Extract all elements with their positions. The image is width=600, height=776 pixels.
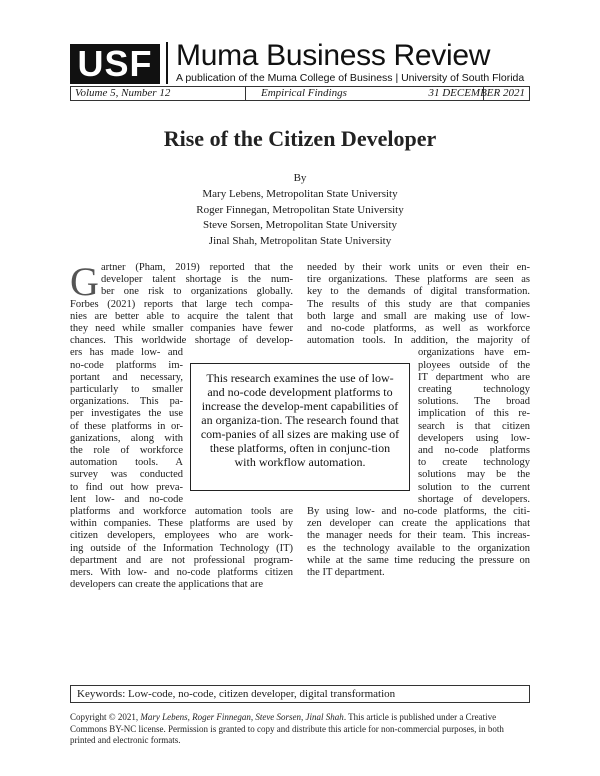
text-line: developers using low- bbox=[418, 432, 530, 444]
text-line: solutions may be the bbox=[418, 469, 530, 481]
text-line: developers can create the applications that are bbox=[70, 579, 263, 591]
text-line: and no-code platforms bbox=[418, 445, 530, 456]
pull-quote-text: This research examines the use of low- and no-code development platforms to increase the develop-ment capabilities of an organiza-tion. The research found that com-panies of all sizes are making use of these platforms, often in conjunc-tion with workflow automation. bbox=[200, 371, 400, 469]
text-line: ber one risk to organizations globally. bbox=[101, 286, 293, 298]
text-line: department and are not professional program- bbox=[70, 554, 293, 566]
text-line: they need while smaller companies have fewer bbox=[70, 323, 293, 334]
text-line: ers has made low- and bbox=[70, 347, 183, 359]
author-1: Mary Lebens, Metropolitan State University bbox=[202, 188, 398, 200]
text-line: es the technology available to the organization bbox=[307, 542, 530, 554]
issue-meta-bar bbox=[70, 86, 530, 101]
text-line: no-code platforms im- bbox=[70, 359, 183, 371]
text-line: developer talent shortage is the num- bbox=[101, 274, 293, 286]
text-line: of these platforms in or- bbox=[70, 420, 183, 432]
text-line: the IT department. bbox=[307, 567, 385, 578]
article-title: Rise of the Citizen Developer bbox=[163, 126, 437, 151]
text-line: By using low- and no-code platforms, the citi- bbox=[307, 506, 530, 517]
text-line: per investigates the use bbox=[70, 408, 183, 420]
text-line: ing outside of the Information Technology (IT) bbox=[70, 542, 293, 554]
issue-date: 31 DECEMBER 2021 bbox=[428, 87, 525, 99]
text-line: lent low- and no-code bbox=[70, 493, 183, 505]
author-3: Steve Sorsen, Metropolitan State University bbox=[203, 219, 397, 231]
byline-label: By bbox=[293, 172, 307, 184]
text-line: automation tools. In addition, the majority of bbox=[307, 335, 530, 347]
text-line: to find out how preva- bbox=[70, 481, 183, 493]
text-line: IT department who are bbox=[418, 371, 530, 383]
copyright-prefix: Copyright © 2021, bbox=[70, 712, 141, 722]
text-line: chances. This worldwide shortage of develop- bbox=[70, 335, 293, 347]
author-4: Jinal Shah, Metropolitan State University bbox=[208, 234, 392, 247]
text-line: shortage of developers. bbox=[418, 493, 530, 505]
copyright-authors: Mary Lebens, Roger Finnegan, Steve Sorsen, Jinal Shah bbox=[140, 712, 344, 722]
text-line: needed by their work units or even their en- bbox=[307, 262, 530, 273]
copyright-notice bbox=[70, 712, 530, 747]
text-line: zen developer can create the applications that bbox=[307, 518, 530, 530]
author-list bbox=[0, 187, 600, 249]
text-line: Forbes (2021) reports that large tech compa- bbox=[70, 298, 293, 310]
text-line: artner (Pham, 2019) reported that the bbox=[101, 262, 293, 273]
text-line: survey was conducted bbox=[70, 469, 183, 481]
text-line: both large and small are making use of low- bbox=[307, 310, 530, 322]
text-line: organizations. This pa- bbox=[70, 396, 183, 408]
text-line: and no-code platforms, as well as workforce bbox=[307, 323, 530, 334]
volume-number: Volume 5, Number 12 bbox=[75, 87, 171, 99]
text-line: key to the demands of digital transformation. bbox=[307, 286, 530, 298]
text-line: search is that citizen bbox=[418, 420, 530, 432]
text-line: mers. With low- and no-code platforms citizen bbox=[70, 567, 293, 578]
text-line: creating technology bbox=[418, 384, 530, 395]
drop-cap: G bbox=[70, 259, 99, 304]
text-line: platforms and workforce automation tools are bbox=[70, 506, 293, 517]
meta-divider bbox=[245, 87, 246, 100]
section-label: Empirical Findings bbox=[261, 87, 347, 99]
usf-logo: USF bbox=[70, 44, 160, 84]
header-divider bbox=[166, 42, 168, 84]
text-line: within companies. These platforms are used by bbox=[70, 518, 293, 530]
text-line: to create technology bbox=[418, 457, 530, 469]
author-2: Roger Finnegan, Metropolitan State University bbox=[196, 203, 404, 216]
text-line: solution to the current bbox=[418, 481, 530, 493]
text-line: organizations have em- bbox=[418, 347, 530, 359]
text-line: citizen developers, employees who are work- bbox=[70, 530, 293, 542]
text-line: automation tools. A bbox=[70, 457, 183, 469]
text-line: implication of this re- bbox=[418, 408, 530, 420]
text-line: nies are better able to acquire the talent that bbox=[70, 310, 293, 322]
keywords-box: Keywords: Low-code, no-code, citizen developer, digital transformation bbox=[70, 685, 530, 703]
text-line: tire organizations. These platforms are seen as bbox=[307, 274, 530, 286]
journal-title: Muma Business Review bbox=[176, 39, 491, 72]
pull-quote-box bbox=[190, 363, 410, 491]
copyright-text: . This article is published under a Creative Commons BY-NC license. Permission is granted to copy and distribute this article for non-commercial purposes, in both printed and electronic formats. bbox=[70, 712, 504, 745]
text-line: solutions. The broad bbox=[418, 396, 530, 408]
text-line: portant and necessary, bbox=[70, 371, 183, 383]
text-line: ganizations, along with bbox=[70, 432, 183, 444]
text-line: particularly to smaller bbox=[70, 384, 183, 395]
text-line: The results of this study are that companies bbox=[307, 298, 530, 310]
text-line: the manager needs for their team. This increas- bbox=[307, 530, 530, 542]
text-line: the role of workforce bbox=[70, 445, 183, 456]
text-line: while at the same time reducing the pressure on bbox=[307, 554, 530, 566]
text-line: ployees outside of the bbox=[418, 359, 530, 371]
journal-subtitle: A publication of the Muma College of Business | University of South Florida bbox=[176, 72, 525, 84]
